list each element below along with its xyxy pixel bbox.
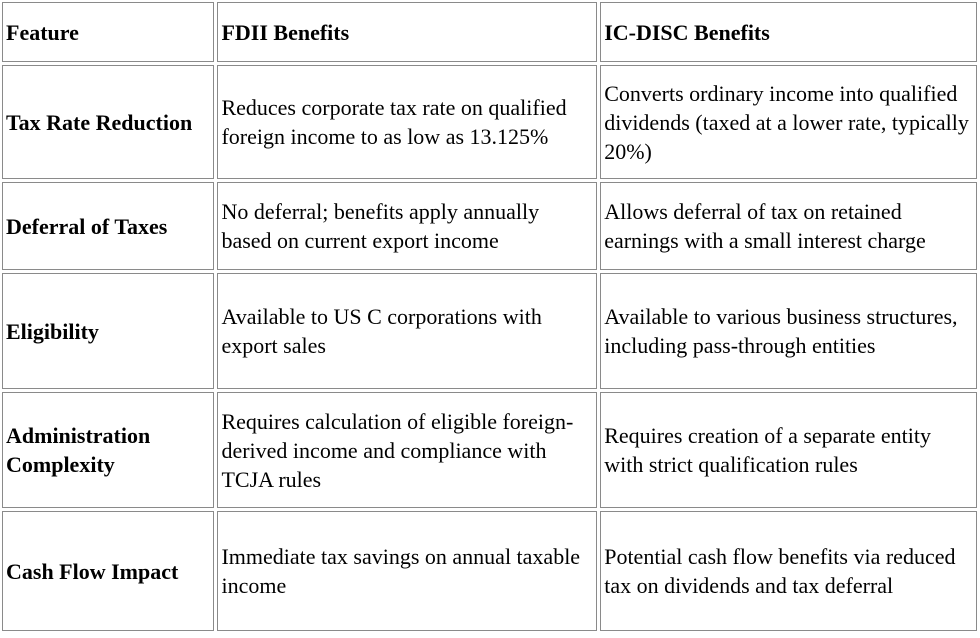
feature-cell: Administration Complexity — [2, 392, 214, 508]
table-row — [2, 182, 977, 270]
icdisc-cell: Requires creation of a separate entity with strict qualification rules — [600, 392, 977, 508]
feature-cell: Tax Rate Reduction — [2, 65, 214, 179]
feature-cell: Eligibility — [2, 273, 214, 389]
icdisc-cell: Available to various business structures, including pass-through entities — [600, 273, 977, 389]
icdisc-cell: Allows deferral of tax on retained earnings with a small interest charge — [600, 182, 977, 270]
fdii-cell: Reduces corporate tax rate on qualified foreign income to as low as 13.125% — [217, 65, 597, 179]
header-row — [2, 2, 977, 62]
fdii-cell: Requires calculation of eligible foreign-derived income and compliance with TCJA rules — [217, 392, 597, 508]
fdii-cell: Available to US C corporations with export sales — [217, 273, 597, 389]
fdii-cell: No deferral; benefits apply annually based on current export income — [217, 182, 597, 270]
table-row — [2, 392, 977, 508]
table-row — [2, 65, 977, 179]
feature-cell: Cash Flow Impact — [2, 511, 214, 631]
table-row — [2, 511, 977, 631]
icdisc-cell: Converts ordinary income into qualified dividends (taxed at a lower rate, typically 20%) — [600, 65, 977, 179]
header-fdii: FDII Benefits — [217, 2, 597, 62]
icdisc-cell: Potential cash flow benefits via reduced tax on dividends and tax deferral — [600, 511, 977, 631]
header-icdisc: IC-DISC Benefits — [600, 2, 977, 62]
header-feature: Feature — [2, 2, 214, 62]
feature-cell: Deferral of Taxes — [2, 182, 214, 270]
fdii-cell: Immediate tax savings on annual taxable income — [217, 511, 597, 631]
table-row — [2, 273, 977, 389]
